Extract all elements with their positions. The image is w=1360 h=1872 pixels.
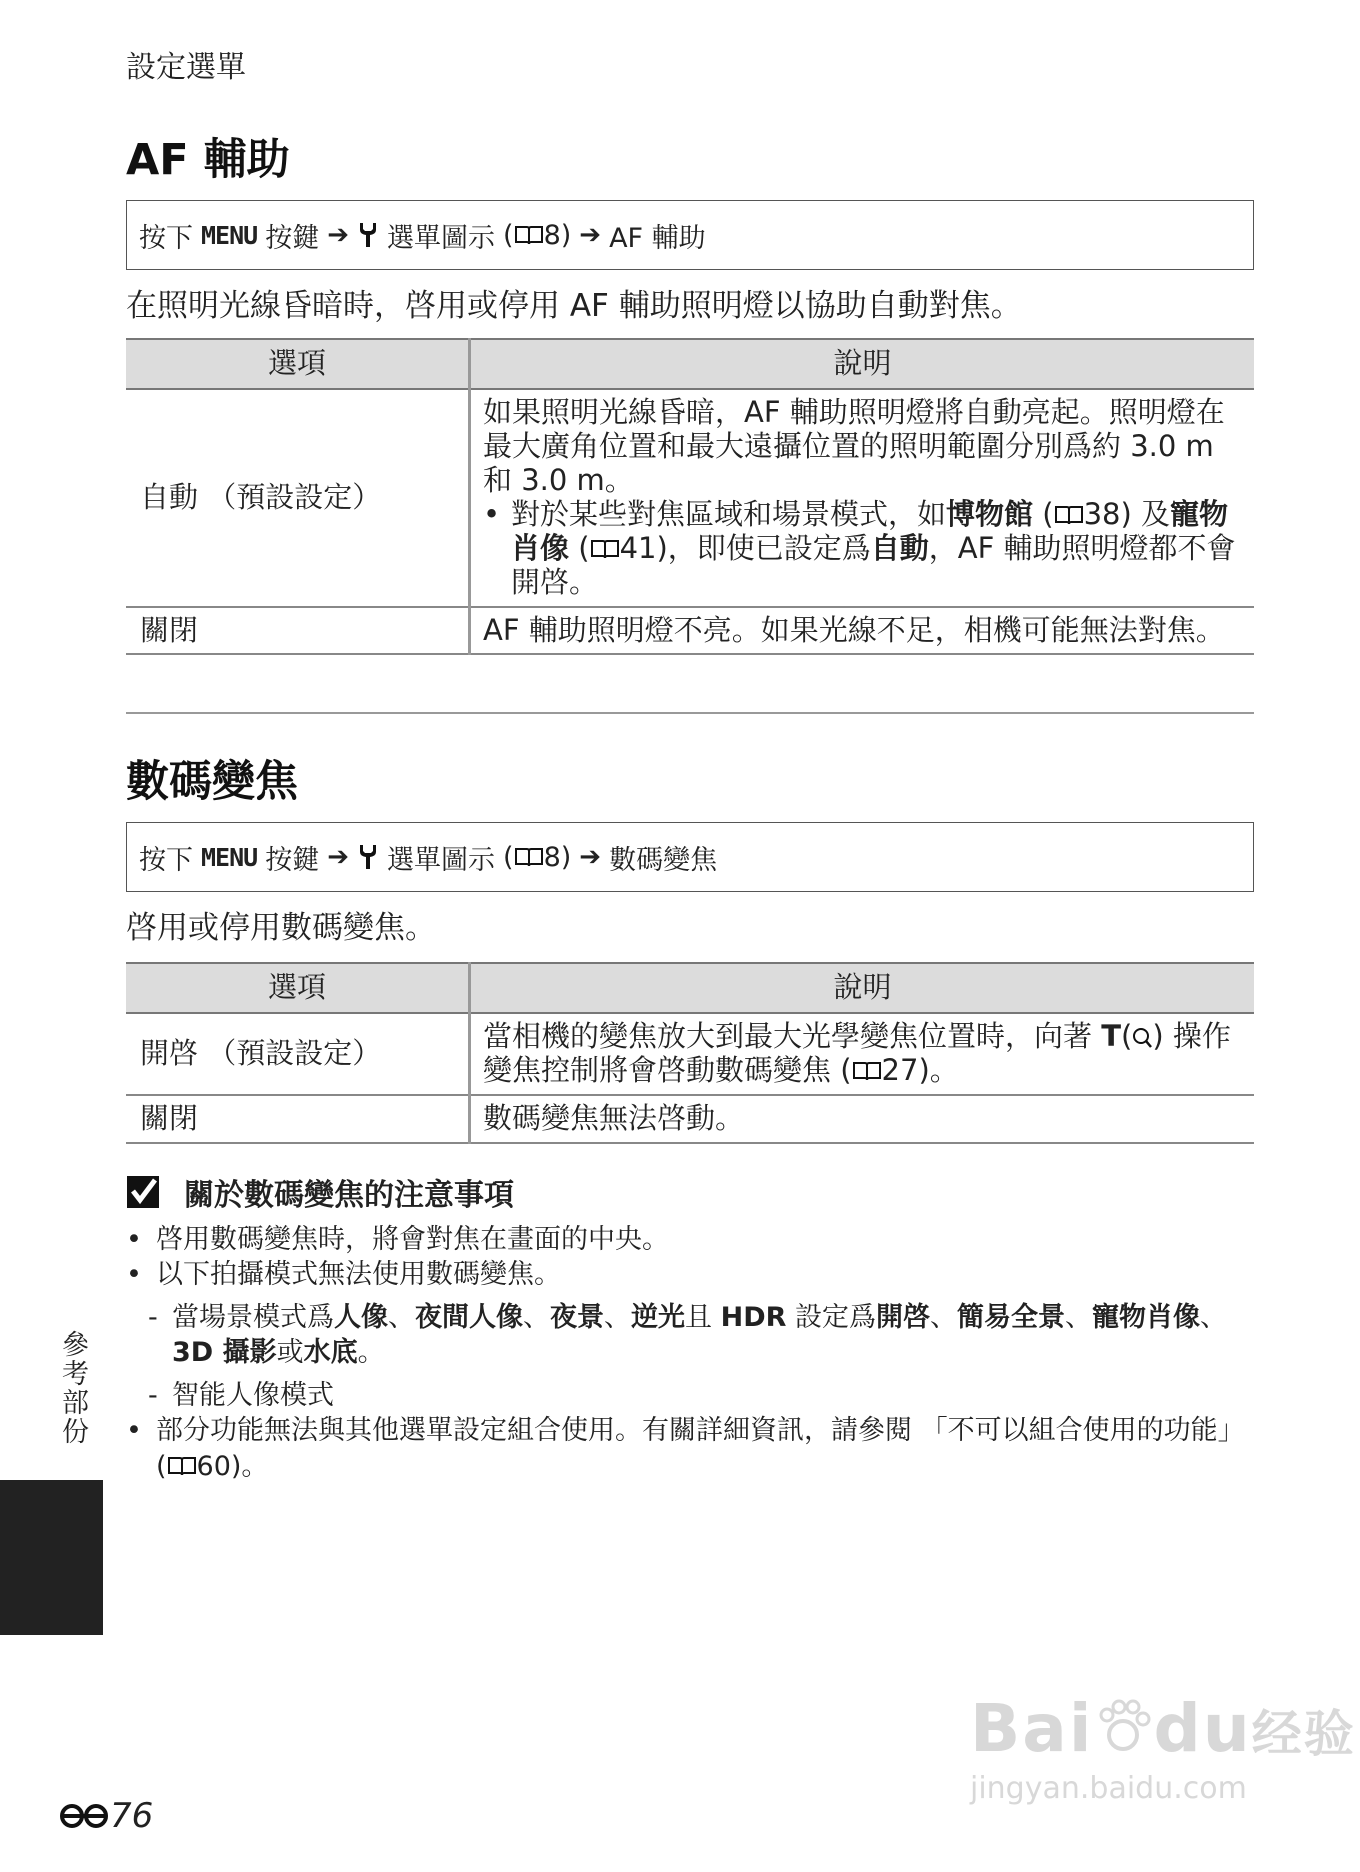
list-item-text: 智能人像模式 <box>172 1380 334 1412</box>
option-description: 數碼變焦無法啓動。 <box>470 1095 1255 1143</box>
book-reference-icon <box>167 1455 197 1477</box>
bullet-dot: • <box>126 1224 142 1255</box>
description-text: 如果照明光線昏暗，AF 輔助照明燈將自動亮起。照明燈在最大廣角位置和最大遠攝位置的照明範圍分別爲約 3.0 m 和 3.0 m。 <box>483 395 1225 497</box>
book-reference-icon <box>514 224 544 246</box>
bold-term: 人像 <box>334 1302 388 1334</box>
bold-term: 寵物肖像 <box>511 496 1229 565</box>
bold-term: 博物館 <box>946 496 1034 531</box>
table-header-option: 選項 <box>126 963 470 1013</box>
list-item <box>126 1413 1254 1483</box>
book-reference-icon <box>1054 504 1084 526</box>
path-menu-icon-label: 選單圖示 <box>387 844 496 876</box>
option-name: 關閉 <box>126 607 470 655</box>
list-item-text: 且 <box>685 1302 721 1334</box>
option-name: 自動 （預設設定） <box>126 389 470 607</box>
list-item-text: 當場景模式爲 <box>172 1302 334 1334</box>
path-prefix: 按下 <box>139 222 193 254</box>
table-row <box>126 389 1254 607</box>
description-text: 27)。 <box>881 1053 959 1087</box>
intro-af: 在照明光線昏暗時，啓用或停用 AF 輔助照明燈以協助自動對焦。 <box>126 288 1022 324</box>
bullet-text: 38) 及 <box>1083 496 1171 531</box>
dash-bullet: - <box>148 1302 158 1334</box>
watermark-url: jingyan.baidu.com <box>970 1771 1247 1806</box>
bullet-dot: • <box>126 1259 142 1291</box>
bullet-dot: • <box>126 1415 142 1447</box>
watermark-brand: Bai <box>970 1690 1094 1767</box>
separator: 、 <box>523 1302 550 1334</box>
bold-term: 自動 <box>870 530 929 565</box>
side-tab-marker <box>0 1480 103 1635</box>
reference-section-icon <box>60 1801 108 1831</box>
watermark-brand: du <box>1153 1690 1252 1767</box>
bold-term: HDR <box>720 1302 787 1334</box>
sub-list-item <box>126 1300 1254 1370</box>
arrow-icon: ➔ <box>579 220 602 250</box>
list-item-text: 部分功能無法與其他選單設定組合使用。有關詳細資訊，請參閱 「不可以組合使用的功能」 ( <box>156 1415 1245 1482</box>
list-item-text: 或 <box>276 1337 304 1369</box>
wrench-icon <box>357 843 379 871</box>
bold-term: 3D 攝影 <box>172 1337 277 1369</box>
notes-title: 關於數碼變焦的注意事項 <box>184 1178 514 1213</box>
side-tab-label: 參考部份 <box>57 1330 88 1446</box>
bullet-text: ，AF 輔助照明燈都不會開啓。 <box>511 530 1236 599</box>
menu-path-digital-zoom <box>126 822 1254 892</box>
book-reference-icon <box>514 846 544 868</box>
bullet-text: ( <box>569 530 590 565</box>
table-row <box>126 607 1254 655</box>
bold-term: 水底 <box>303 1337 358 1369</box>
book-reference-icon <box>852 1060 882 1082</box>
options-table-af <box>126 338 1254 655</box>
bold-term: 簡易全景 <box>957 1302 1065 1334</box>
path-target: 數碼變焦 <box>609 844 718 876</box>
separator: 、 <box>1065 1302 1092 1334</box>
list-item-text: 啓用數碼變焦時，將會對焦在畫面的中央。 <box>156 1224 669 1255</box>
page-number-text: 76 <box>110 1796 154 1836</box>
path-target: AF 輔助 <box>609 222 706 254</box>
list-item-text: 以下拍攝模式無法使用數碼變焦。 <box>156 1259 561 1291</box>
table-row <box>126 1013 1254 1095</box>
tele-key-label: T <box>1101 1019 1122 1054</box>
book-reference-icon <box>590 538 620 560</box>
sub-list-item <box>126 1378 1254 1413</box>
table-header-description: 說明 <box>470 339 1255 389</box>
separator: 、 <box>930 1302 957 1334</box>
table-header-option: 選項 <box>126 339 470 389</box>
arrow-icon: ➔ <box>579 842 602 872</box>
bold-term: 夜景 <box>550 1302 604 1334</box>
ref-page: 8) <box>543 841 572 873</box>
table-header-description: 說明 <box>470 963 1255 1013</box>
list-item-text: 60)。 <box>196 1450 269 1482</box>
separator: 、 <box>604 1302 631 1334</box>
list-item <box>126 1222 1254 1257</box>
list-item <box>126 1257 1254 1292</box>
notes-heading <box>126 1170 514 1214</box>
list-item-text: 設定爲 <box>786 1302 876 1334</box>
watermark-brand: 经验 <box>1251 1705 1356 1763</box>
option-description: AF 輔助照明燈不亮。如果光線不足，相機可能無法對焦。 <box>470 607 1255 655</box>
section-divider <box>126 712 1254 714</box>
arrow-icon: ➔ <box>327 220 350 250</box>
menu-button-word: MENU <box>201 842 258 872</box>
page-header: 設定選單 <box>126 50 246 85</box>
intro-digital-zoom: 啓用或停用數碼變焦。 <box>126 910 436 946</box>
separator: 、 <box>1200 1302 1227 1334</box>
zoom-in-icon <box>1132 1027 1152 1049</box>
path-prefix: 按下 <box>139 844 193 876</box>
ref-page: 8) <box>543 219 572 251</box>
list-item-text: 。 <box>357 1337 385 1369</box>
options-table-digital-zoom <box>126 962 1254 1144</box>
path-menu-icon-label: 選單圖示 <box>387 222 496 254</box>
arrow-icon: ➔ <box>327 842 350 872</box>
option-name: 關閉 <box>126 1095 470 1143</box>
caution-check-icon <box>126 1175 160 1209</box>
bold-term: 開啓 <box>876 1302 930 1334</box>
menu-button-word: MENU <box>201 220 258 250</box>
bullet-dot: • <box>483 496 501 531</box>
wrench-icon <box>357 221 379 249</box>
bold-term: 寵物肖像 <box>1092 1302 1200 1334</box>
option-description <box>470 389 1255 607</box>
paw-icon <box>1093 1697 1153 1757</box>
section-title-digital-zoom: 數碼變焦 <box>126 757 298 807</box>
bullet-text: 對於某些對焦區域和場景模式，如 <box>511 496 947 531</box>
description-text: 當相機的變焦放大到最大光學變焦位置時，向著 <box>483 1019 1102 1054</box>
description-text: ) 操作變焦控制將會啓動數碼變焦 ( <box>483 1019 1231 1087</box>
path-key: 按鍵 <box>265 222 320 254</box>
description-bullet <box>483 498 1242 600</box>
bullet-text: ( <box>1033 496 1054 531</box>
table-row <box>126 1095 1254 1143</box>
watermark <box>970 1690 1356 1806</box>
description-text: ( <box>1121 1019 1133 1054</box>
page-number <box>60 1796 153 1836</box>
section-title-af-assist: AF 輔助 <box>126 135 290 185</box>
bold-term: 夜間人像 <box>415 1302 523 1334</box>
bold-term: 逆光 <box>631 1302 685 1334</box>
path-key: 按鍵 <box>265 844 320 876</box>
menu-path-af <box>126 200 1254 270</box>
option-name: 開啓 （預設設定） <box>126 1013 470 1095</box>
separator: 、 <box>388 1302 415 1334</box>
dash-bullet: - <box>148 1380 158 1412</box>
ref-open: ( <box>503 219 514 251</box>
option-description <box>470 1013 1255 1095</box>
ref-open: ( <box>503 841 514 873</box>
notes-list <box>126 1222 1254 1484</box>
bullet-text: 41)，即使已設定爲 <box>619 530 871 565</box>
